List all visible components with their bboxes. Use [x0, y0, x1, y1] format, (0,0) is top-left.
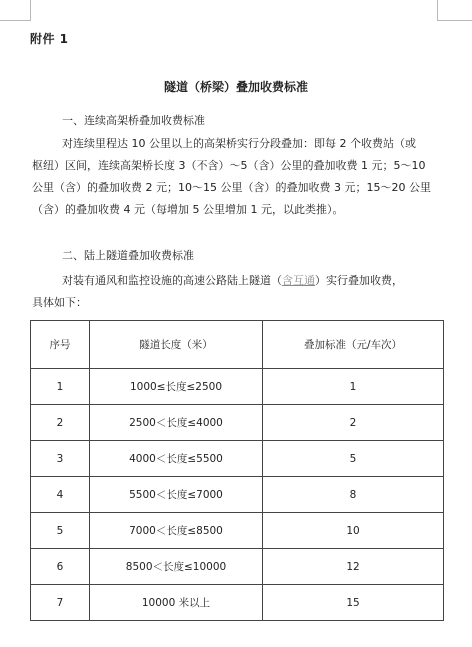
cell-length: 2500＜长度≤4000 — [90, 405, 263, 441]
crop-mark-top-right — [437, 0, 472, 21]
section-1-line: （含）的叠加收费 4 元（每增加 5 公里增加 1 元，以此类推）。 — [32, 203, 344, 216]
cell-index: 3 — [31, 441, 90, 477]
document-title: 隧道（桥梁）叠加收费标准 — [163, 80, 308, 94]
table-row — [31, 513, 444, 549]
section-2-paragraph — [32, 270, 444, 314]
tunnel-fee-table — [30, 320, 444, 621]
cell-fee: 2 — [263, 405, 444, 441]
cell-length: 7000＜长度≤8500 — [90, 513, 263, 549]
cell-length: 10000 米以上 — [90, 585, 263, 621]
cell-length: 4000＜长度≤5500 — [90, 441, 263, 477]
section-2-line1-prefix: 对装有通风和监控设施的高速公路陆上隧道（ — [62, 274, 282, 287]
table-row — [31, 549, 444, 585]
header-index: 序号 — [31, 321, 90, 369]
crop-mark-top-left — [0, 0, 31, 21]
cell-fee: 5 — [263, 441, 444, 477]
cell-index: 6 — [31, 549, 90, 585]
cell-fee: 15 — [263, 585, 444, 621]
cell-fee: 8 — [263, 477, 444, 513]
section-2-line1-suffix: ）实行叠加收费， — [315, 274, 403, 287]
table-row — [31, 477, 444, 513]
cell-fee: 12 — [263, 549, 444, 585]
table-row — [31, 585, 444, 621]
table-row — [31, 405, 444, 441]
cell-fee: 10 — [263, 513, 444, 549]
section-2-heading: 二、陆上隧道叠加收费标准 — [62, 249, 194, 262]
section-2-line1-mark: 含互通 — [282, 274, 315, 287]
cell-index: 4 — [31, 477, 90, 513]
cell-index: 1 — [31, 369, 90, 405]
section-1-line: 对连续里程达 10 公里以上的高架桥实行分段叠加：即每 2 个收费站（或 — [62, 137, 416, 150]
section-1-paragraph — [32, 133, 444, 221]
cell-length: 5500＜长度≤7000 — [90, 477, 263, 513]
cell-length: 1000≤长度≤2500 — [90, 369, 263, 405]
cell-fee: 1 — [263, 369, 444, 405]
header-tunnel-length: 隧道长度（米） — [90, 321, 263, 369]
section-1-line: 枢纽）区间，连续高架桥长度 3（不含）～5（含）公里的叠加收费 1 元；5～10 — [32, 159, 426, 172]
table-row — [31, 441, 444, 477]
section-1-line: 公里（含）的叠加收费 2 元；10～15 公里（含）的叠加收费 3 元；15～20 公里 — [32, 181, 431, 194]
section-2-line: 具体如下： — [32, 296, 87, 309]
section-1-heading: 一、连续高架桥叠加收费标准 — [62, 114, 205, 127]
cell-index: 7 — [31, 585, 90, 621]
table-row — [31, 369, 444, 405]
cell-index: 5 — [31, 513, 90, 549]
cell-length: 8500＜长度≤10000 — [90, 549, 263, 585]
section-2-line — [32, 270, 444, 292]
attachment-label: 附件 1 — [30, 32, 69, 46]
cell-index: 2 — [31, 405, 90, 441]
header-fee-standard: 叠加标准（元/车次） — [263, 321, 444, 369]
table-header-row — [31, 321, 444, 369]
